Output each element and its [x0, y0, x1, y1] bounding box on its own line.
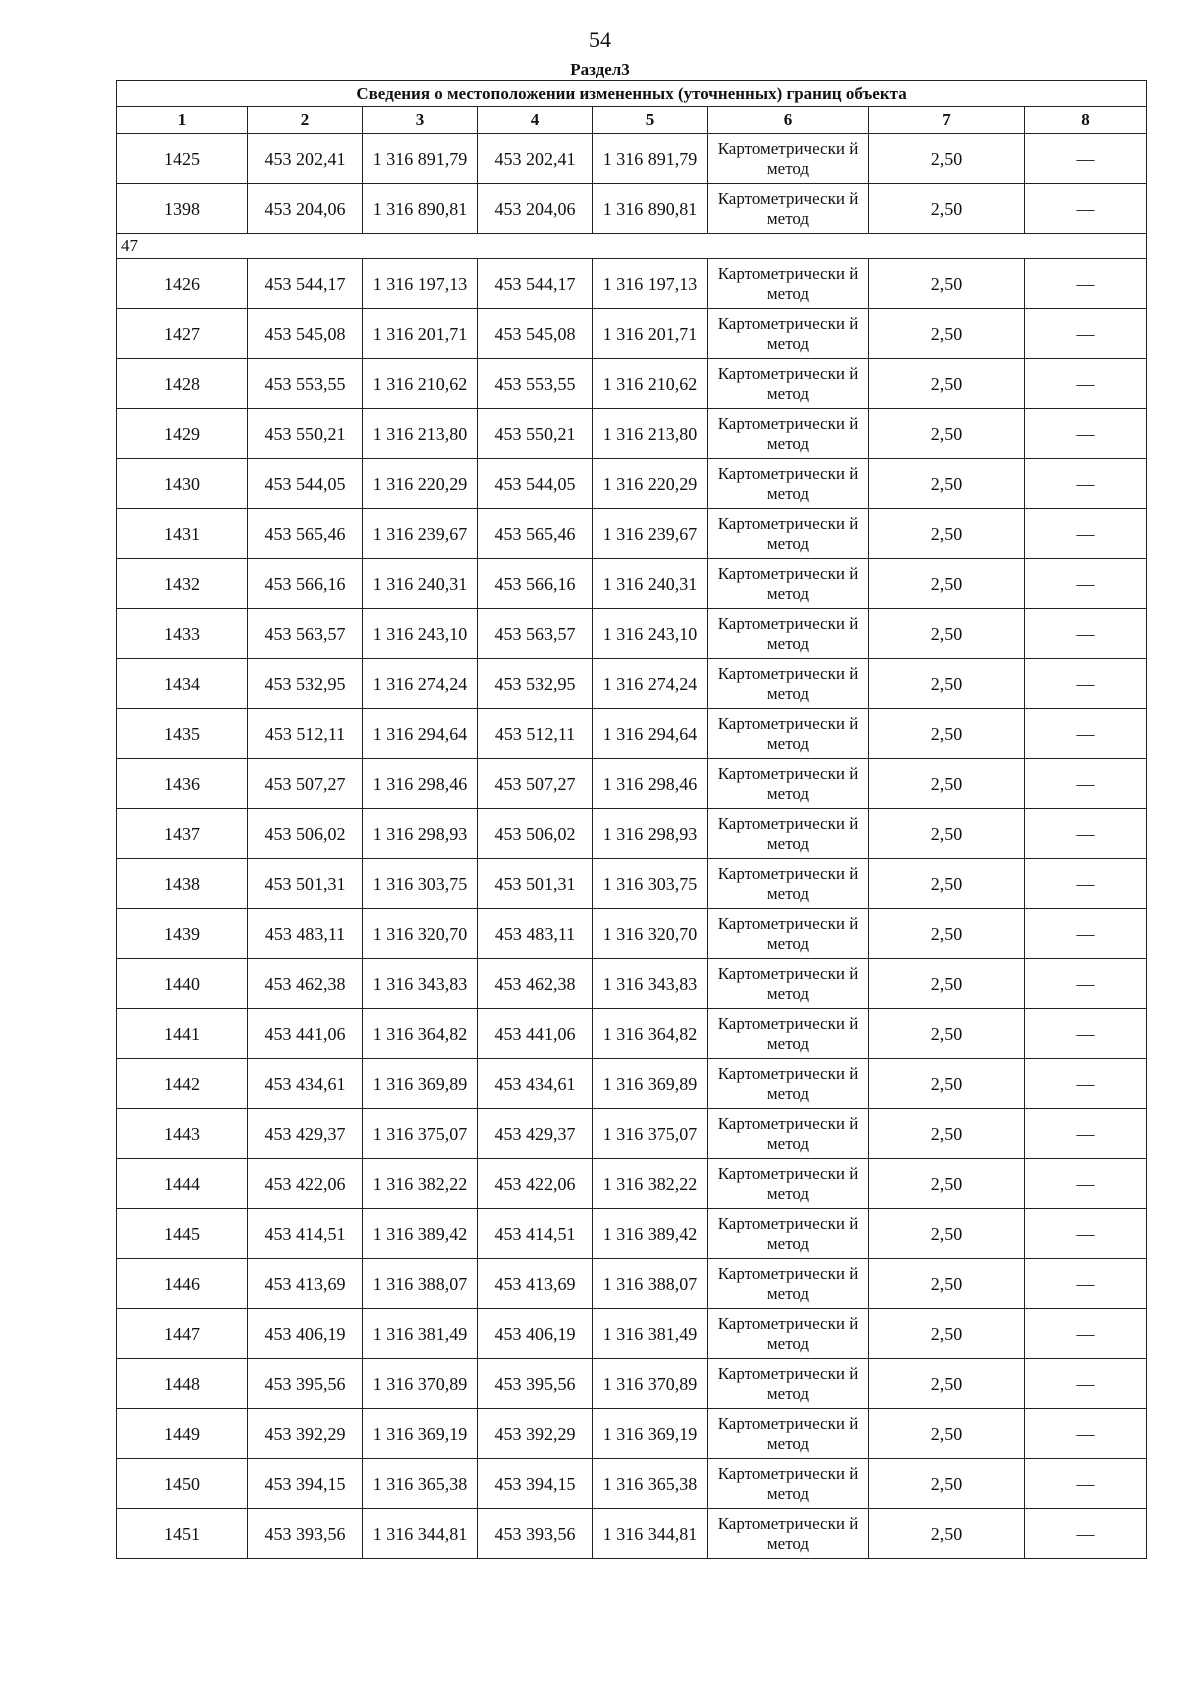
note-cell: —	[1025, 1109, 1147, 1159]
x-coord-cell: 453 532,95	[248, 659, 363, 709]
note-cell: —	[1025, 659, 1147, 709]
x-coord-new-cell: 453 395,56	[478, 1359, 593, 1409]
x-coord-cell: 453 483,11	[248, 909, 363, 959]
y-coord-new-cell: 1 316 213,80	[593, 409, 708, 459]
y-coord-cell: 1 316 890,81	[363, 184, 478, 234]
x-coord-new-cell: 453 441,06	[478, 1009, 593, 1059]
y-coord-cell: 1 316 240,31	[363, 559, 478, 609]
table-row	[117, 1309, 1147, 1359]
point-number-cell: 1447	[117, 1309, 248, 1359]
note-cell: —	[1025, 1209, 1147, 1259]
y-coord-new-cell: 1 316 220,29	[593, 459, 708, 509]
point-number-cell: 1449	[117, 1409, 248, 1459]
x-coord-new-cell: 453 563,57	[478, 609, 593, 659]
table-row	[117, 1059, 1147, 1109]
y-coord-new-cell: 1 316 365,38	[593, 1459, 708, 1509]
note-cell: —	[1025, 909, 1147, 959]
point-number-cell: 1441	[117, 1009, 248, 1059]
note-cell: —	[1025, 309, 1147, 359]
table-row	[117, 1209, 1147, 1259]
group-label: 47	[117, 234, 1147, 259]
method-cell: Картометрически й метод	[708, 1259, 869, 1309]
x-coord-new-cell: 453 392,29	[478, 1409, 593, 1459]
method-cell: Картометрически й метод	[708, 359, 869, 409]
x-coord-cell: 453 392,29	[248, 1409, 363, 1459]
point-number-cell: 1425	[117, 134, 248, 184]
y-coord-cell: 1 316 891,79	[363, 134, 478, 184]
x-coord-new-cell: 453 532,95	[478, 659, 593, 709]
accuracy-cell: 2,50	[869, 959, 1025, 1009]
y-coord-cell: 1 316 294,64	[363, 709, 478, 759]
column-header: 2	[248, 107, 363, 134]
x-coord-new-cell: 453 204,06	[478, 184, 593, 234]
y-coord-cell: 1 316 343,83	[363, 959, 478, 1009]
section-title: Раздел3	[570, 60, 630, 79]
x-coord-new-cell: 453 501,31	[478, 859, 593, 909]
accuracy-cell: 2,50	[869, 709, 1025, 759]
x-coord-cell: 453 544,05	[248, 459, 363, 509]
point-number-cell: 1442	[117, 1059, 248, 1109]
point-number-cell: 1450	[117, 1459, 248, 1509]
method-cell: Картометрически й метод	[708, 134, 869, 184]
method-cell: Картометрически й метод	[708, 609, 869, 659]
accuracy-cell: 2,50	[869, 1109, 1025, 1159]
y-coord-cell: 1 316 381,49	[363, 1309, 478, 1359]
y-coord-cell: 1 316 210,62	[363, 359, 478, 409]
x-coord-new-cell: 453 393,56	[478, 1509, 593, 1559]
point-number-cell: 1436	[117, 759, 248, 809]
y-coord-new-cell: 1 316 381,49	[593, 1309, 708, 1359]
x-coord-cell: 453 429,37	[248, 1109, 363, 1159]
x-coord-cell: 453 507,27	[248, 759, 363, 809]
y-coord-new-cell: 1 316 343,83	[593, 959, 708, 1009]
x-coord-cell: 453 563,57	[248, 609, 363, 659]
point-number-cell: 1435	[117, 709, 248, 759]
note-cell: —	[1025, 559, 1147, 609]
table-row	[117, 609, 1147, 659]
accuracy-cell: 2,50	[869, 1259, 1025, 1309]
method-cell: Картометрически й метод	[708, 309, 869, 359]
method-cell: Картометрически й метод	[708, 409, 869, 459]
column-header: 8	[1025, 107, 1147, 134]
accuracy-cell: 2,50	[869, 1309, 1025, 1359]
x-coord-new-cell: 453 566,16	[478, 559, 593, 609]
y-coord-new-cell: 1 316 369,19	[593, 1409, 708, 1459]
note-cell: —	[1025, 1159, 1147, 1209]
accuracy-cell: 2,50	[869, 659, 1025, 709]
y-coord-new-cell: 1 316 303,75	[593, 859, 708, 909]
x-coord-cell: 453 501,31	[248, 859, 363, 909]
table-row	[117, 959, 1147, 1009]
y-coord-new-cell: 1 316 370,89	[593, 1359, 708, 1409]
x-coord-cell: 453 395,56	[248, 1359, 363, 1409]
point-number-cell: 1439	[117, 909, 248, 959]
point-number-cell: 1438	[117, 859, 248, 909]
x-coord-cell: 453 414,51	[248, 1209, 363, 1259]
accuracy-cell: 2,50	[869, 1159, 1025, 1209]
note-cell: —	[1025, 859, 1147, 909]
x-coord-cell: 453 422,06	[248, 1159, 363, 1209]
y-coord-cell: 1 316 298,46	[363, 759, 478, 809]
method-cell: Картометрически й метод	[708, 1409, 869, 1459]
method-cell: Картометрически й метод	[708, 859, 869, 909]
x-coord-cell: 453 545,08	[248, 309, 363, 359]
accuracy-cell: 2,50	[869, 559, 1025, 609]
y-coord-cell: 1 316 303,75	[363, 859, 478, 909]
note-cell: —	[1025, 259, 1147, 309]
y-coord-new-cell: 1 316 320,70	[593, 909, 708, 959]
point-number-cell: 1443	[117, 1109, 248, 1159]
note-cell: —	[1025, 184, 1147, 234]
coordinates-table	[116, 80, 1147, 1559]
y-coord-cell: 1 316 213,80	[363, 409, 478, 459]
y-coord-cell: 1 316 243,10	[363, 609, 478, 659]
note-cell: —	[1025, 1459, 1147, 1509]
table-row	[117, 359, 1147, 409]
note-cell: —	[1025, 1509, 1147, 1559]
y-coord-new-cell: 1 316 382,22	[593, 1159, 708, 1209]
point-number-cell: 1427	[117, 309, 248, 359]
x-coord-new-cell: 453 414,51	[478, 1209, 593, 1259]
y-coord-cell: 1 316 388,07	[363, 1259, 478, 1309]
column-header: 1	[117, 107, 248, 134]
table-row	[117, 1459, 1147, 1509]
y-coord-new-cell: 1 316 298,93	[593, 809, 708, 859]
point-number-cell: 1428	[117, 359, 248, 409]
y-coord-new-cell: 1 316 344,81	[593, 1509, 708, 1559]
note-cell: —	[1025, 1259, 1147, 1309]
x-coord-cell: 453 550,21	[248, 409, 363, 459]
accuracy-cell: 2,50	[869, 259, 1025, 309]
accuracy-cell: 2,50	[869, 1509, 1025, 1559]
x-coord-new-cell: 453 565,46	[478, 509, 593, 559]
y-coord-cell: 1 316 197,13	[363, 259, 478, 309]
y-coord-new-cell: 1 316 369,89	[593, 1059, 708, 1109]
table-row	[117, 134, 1147, 184]
x-coord-cell: 453 565,46	[248, 509, 363, 559]
y-coord-cell: 1 316 320,70	[363, 909, 478, 959]
accuracy-cell: 2,50	[869, 359, 1025, 409]
table-row	[117, 509, 1147, 559]
note-cell: —	[1025, 509, 1147, 559]
note-cell: —	[1025, 1059, 1147, 1109]
method-cell: Картометрически й метод	[708, 959, 869, 1009]
point-number-cell: 1426	[117, 259, 248, 309]
x-coord-cell: 453 512,11	[248, 709, 363, 759]
y-coord-new-cell: 1 316 243,10	[593, 609, 708, 659]
method-cell: Картометрически й метод	[708, 559, 869, 609]
point-number-cell: 1431	[117, 509, 248, 559]
y-coord-cell: 1 316 370,89	[363, 1359, 478, 1409]
note-cell: —	[1025, 134, 1147, 184]
y-coord-new-cell: 1 316 294,64	[593, 709, 708, 759]
table-row	[117, 909, 1147, 959]
accuracy-cell: 2,50	[869, 184, 1025, 234]
page-number: 54	[589, 27, 611, 52]
note-cell: —	[1025, 809, 1147, 859]
y-coord-new-cell: 1 316 364,82	[593, 1009, 708, 1059]
column-header: 3	[363, 107, 478, 134]
table-row	[117, 1359, 1147, 1409]
method-cell: Картометрически й метод	[708, 659, 869, 709]
point-number-cell: 1434	[117, 659, 248, 709]
x-coord-new-cell: 453 553,55	[478, 359, 593, 409]
y-coord-new-cell: 1 316 239,67	[593, 509, 708, 559]
note-cell: —	[1025, 1359, 1147, 1409]
point-number-cell: 1444	[117, 1159, 248, 1209]
method-cell: Картометрически й метод	[708, 1159, 869, 1209]
x-coord-cell: 453 204,06	[248, 184, 363, 234]
method-cell: Картометрически й метод	[708, 1359, 869, 1409]
accuracy-cell: 2,50	[869, 509, 1025, 559]
table-row	[117, 459, 1147, 509]
table-row	[117, 859, 1147, 909]
x-coord-cell: 453 441,06	[248, 1009, 363, 1059]
x-coord-new-cell: 453 512,11	[478, 709, 593, 759]
method-cell: Картометрически й метод	[708, 1109, 869, 1159]
point-number-cell: 1451	[117, 1509, 248, 1559]
note-cell: —	[1025, 409, 1147, 459]
accuracy-cell: 2,50	[869, 459, 1025, 509]
column-header: 5	[593, 107, 708, 134]
accuracy-cell: 2,50	[869, 409, 1025, 459]
table-body	[117, 134, 1147, 1559]
method-cell: Картометрически й метод	[708, 509, 869, 559]
point-number-cell: 1446	[117, 1259, 248, 1309]
y-coord-new-cell: 1 316 375,07	[593, 1109, 708, 1159]
x-coord-cell: 453 393,56	[248, 1509, 363, 1559]
y-coord-new-cell: 1 316 891,79	[593, 134, 708, 184]
point-number-cell: 1429	[117, 409, 248, 459]
y-coord-new-cell: 1 316 210,62	[593, 359, 708, 409]
y-coord-cell: 1 316 201,71	[363, 309, 478, 359]
note-cell: —	[1025, 709, 1147, 759]
table-caption-row	[117, 81, 1147, 107]
method-cell: Картометрически й метод	[708, 809, 869, 859]
table-row	[117, 559, 1147, 609]
y-coord-new-cell: 1 316 240,31	[593, 559, 708, 609]
point-number-cell: 1433	[117, 609, 248, 659]
table-row	[117, 759, 1147, 809]
y-coord-cell: 1 316 375,07	[363, 1109, 478, 1159]
column-header: 6	[708, 107, 869, 134]
x-coord-cell: 453 462,38	[248, 959, 363, 1009]
column-header: 4	[478, 107, 593, 134]
table-row	[117, 659, 1147, 709]
note-cell: —	[1025, 1309, 1147, 1359]
x-coord-new-cell: 453 462,38	[478, 959, 593, 1009]
note-cell: —	[1025, 1409, 1147, 1459]
x-coord-new-cell: 453 429,37	[478, 1109, 593, 1159]
x-coord-new-cell: 453 394,15	[478, 1459, 593, 1509]
x-coord-cell: 453 202,41	[248, 134, 363, 184]
y-coord-new-cell: 1 316 197,13	[593, 259, 708, 309]
table-row	[117, 1109, 1147, 1159]
x-coord-cell: 453 544,17	[248, 259, 363, 309]
table-row	[117, 809, 1147, 859]
accuracy-cell: 2,50	[869, 909, 1025, 959]
note-cell: —	[1025, 609, 1147, 659]
x-coord-new-cell: 453 413,69	[478, 1259, 593, 1309]
x-coord-new-cell: 453 483,11	[478, 909, 593, 959]
y-coord-cell: 1 316 364,82	[363, 1009, 478, 1059]
y-coord-cell: 1 316 369,89	[363, 1059, 478, 1109]
table-row	[117, 309, 1147, 359]
y-coord-cell: 1 316 365,38	[363, 1459, 478, 1509]
accuracy-cell: 2,50	[869, 809, 1025, 859]
y-coord-new-cell: 1 316 890,81	[593, 184, 708, 234]
table-row	[117, 259, 1147, 309]
accuracy-cell: 2,50	[869, 759, 1025, 809]
accuracy-cell: 2,50	[869, 609, 1025, 659]
x-coord-cell: 453 553,55	[248, 359, 363, 409]
y-coord-cell: 1 316 344,81	[363, 1509, 478, 1559]
x-coord-cell: 453 413,69	[248, 1259, 363, 1309]
table-row	[117, 1509, 1147, 1559]
point-number-cell: 1445	[117, 1209, 248, 1259]
point-number-cell: 1440	[117, 959, 248, 1009]
method-cell: Картометрически й метод	[708, 759, 869, 809]
table-row	[117, 1009, 1147, 1059]
method-cell: Картометрически й метод	[708, 459, 869, 509]
method-cell: Картометрически й метод	[708, 1009, 869, 1059]
x-coord-new-cell: 453 202,41	[478, 134, 593, 184]
method-cell: Картометрически й метод	[708, 1509, 869, 1559]
note-cell: —	[1025, 459, 1147, 509]
accuracy-cell: 2,50	[869, 1009, 1025, 1059]
table-row	[117, 184, 1147, 234]
table-header-row	[117, 107, 1147, 134]
accuracy-cell: 2,50	[869, 309, 1025, 359]
accuracy-cell: 2,50	[869, 1059, 1025, 1109]
y-coord-cell: 1 316 220,29	[363, 459, 478, 509]
y-coord-cell: 1 316 239,67	[363, 509, 478, 559]
table-row	[117, 1259, 1147, 1309]
x-coord-cell: 453 506,02	[248, 809, 363, 859]
table-group-row	[117, 234, 1147, 259]
method-cell: Картометрически й метод	[708, 1209, 869, 1259]
y-coord-cell: 1 316 389,42	[363, 1209, 478, 1259]
note-cell: —	[1025, 359, 1147, 409]
y-coord-cell: 1 316 382,22	[363, 1159, 478, 1209]
x-coord-new-cell: 453 544,17	[478, 259, 593, 309]
table-caption: Сведения о местоположении измененных (уточненных) границ объекта	[117, 81, 1147, 107]
y-coord-new-cell: 1 316 201,71	[593, 309, 708, 359]
x-coord-cell: 453 394,15	[248, 1459, 363, 1509]
x-coord-new-cell: 453 506,02	[478, 809, 593, 859]
x-coord-new-cell: 453 422,06	[478, 1159, 593, 1209]
x-coord-new-cell: 453 406,19	[478, 1309, 593, 1359]
method-cell: Картометрически й метод	[708, 1459, 869, 1509]
table-row	[117, 409, 1147, 459]
y-coord-new-cell: 1 316 298,46	[593, 759, 708, 809]
y-coord-cell: 1 316 274,24	[363, 659, 478, 709]
table-row	[117, 1409, 1147, 1459]
method-cell: Картометрически й метод	[708, 259, 869, 309]
y-coord-new-cell: 1 316 389,42	[593, 1209, 708, 1259]
x-coord-cell: 453 406,19	[248, 1309, 363, 1359]
x-coord-cell: 453 566,16	[248, 559, 363, 609]
x-coord-new-cell: 453 434,61	[478, 1059, 593, 1109]
accuracy-cell: 2,50	[869, 859, 1025, 909]
table-row	[117, 1159, 1147, 1209]
note-cell: —	[1025, 1009, 1147, 1059]
note-cell: —	[1025, 759, 1147, 809]
method-cell: Картометрически й метод	[708, 909, 869, 959]
method-cell: Картометрически й метод	[708, 1309, 869, 1359]
method-cell: Картометрически й метод	[708, 184, 869, 234]
y-coord-new-cell: 1 316 388,07	[593, 1259, 708, 1309]
accuracy-cell: 2,50	[869, 1209, 1025, 1259]
column-header: 7	[869, 107, 1025, 134]
accuracy-cell: 2,50	[869, 1409, 1025, 1459]
accuracy-cell: 2,50	[869, 1459, 1025, 1509]
x-coord-new-cell: 453 544,05	[478, 459, 593, 509]
accuracy-cell: 2,50	[869, 134, 1025, 184]
x-coord-new-cell: 453 545,08	[478, 309, 593, 359]
accuracy-cell: 2,50	[869, 1359, 1025, 1409]
y-coord-cell: 1 316 369,19	[363, 1409, 478, 1459]
x-coord-cell: 453 434,61	[248, 1059, 363, 1109]
y-coord-new-cell: 1 316 274,24	[593, 659, 708, 709]
point-number-cell: 1430	[117, 459, 248, 509]
method-cell: Картометрически й метод	[708, 709, 869, 759]
point-number-cell: 1432	[117, 559, 248, 609]
point-number-cell: 1448	[117, 1359, 248, 1409]
note-cell: —	[1025, 959, 1147, 1009]
point-number-cell: 1437	[117, 809, 248, 859]
point-number-cell: 1398	[117, 184, 248, 234]
method-cell: Картометрически й метод	[708, 1059, 869, 1109]
y-coord-cell: 1 316 298,93	[363, 809, 478, 859]
x-coord-new-cell: 453 550,21	[478, 409, 593, 459]
x-coord-new-cell: 453 507,27	[478, 759, 593, 809]
table-row	[117, 709, 1147, 759]
